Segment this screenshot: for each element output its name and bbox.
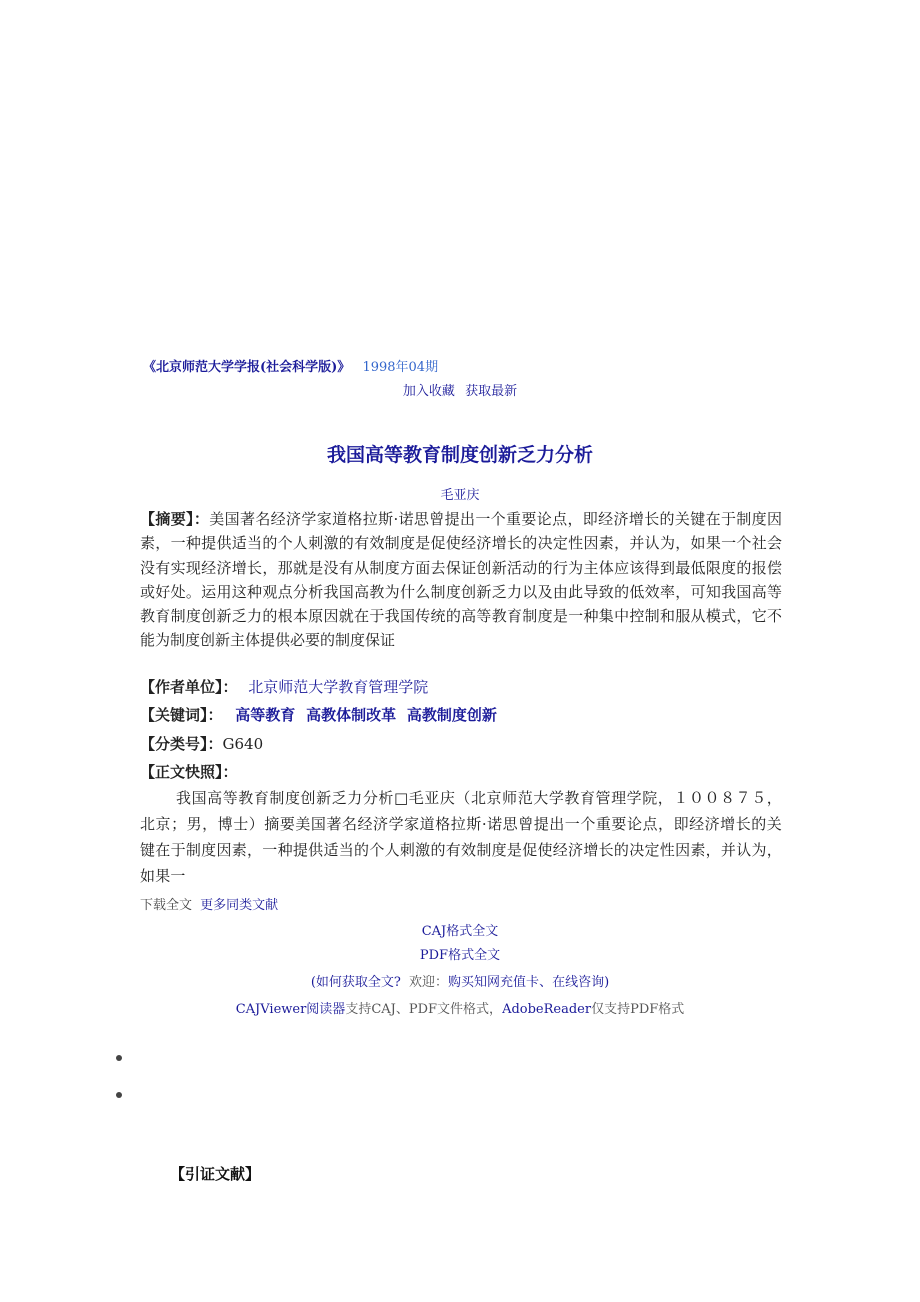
separator: 、 <box>539 975 553 990</box>
abstract-label: 【摘要】： <box>140 510 210 528</box>
only-pdf-text: 仅支持PDF格式 <box>591 1002 685 1017</box>
snapshot-row <box>140 761 238 782</box>
keyword-link[interactable]: 高教体制改革 <box>306 706 397 724</box>
consult-link[interactable]: 在线咨询 <box>552 975 605 990</box>
welcome-text: 欢迎： <box>409 975 449 990</box>
affiliation-row <box>140 676 428 697</box>
abstract <box>140 507 782 653</box>
supports-text: 支持CAJ、PDF文件格式， <box>345 1002 503 1017</box>
keywords-label: 【关键词】： <box>140 706 223 724</box>
caj-row <box>0 920 920 939</box>
download-full-label: 下载全文 <box>140 898 193 913</box>
bullet-icon <box>116 1092 122 1098</box>
get-latest-link[interactable]: 获取最新 <box>465 384 518 399</box>
snapshot-text: 我国高等教育制度创新乏力分析□毛亚庆（北京师范大学教育管理学院，１００８７５，北京；男，博士）摘要美国著名经济学家道格拉斯·诺思曾提出一个重要论点，即经济增长的关键在于制度因素，一种提供适当的个人刺激的有效制度是促使经济增长的决定性因素，并认为，如果一 <box>140 789 782 885</box>
journal-line <box>143 356 438 375</box>
pdf-row <box>0 944 920 963</box>
keywords-row <box>140 704 503 725</box>
journal-name-link[interactable]: 《北京师范大学学报(社会科学版)》 <box>143 360 351 375</box>
classification-value: G640 <box>222 735 264 753</box>
how-to-get-link[interactable]: 如何获取全文? <box>315 975 401 990</box>
open-paren: ( <box>310 975 316 990</box>
keyword-link[interactable]: 高等教育 <box>235 706 296 724</box>
author-link[interactable]: 毛亚庆 <box>440 488 480 503</box>
article-title: 我国高等教育制度创新乏力分析 <box>326 444 593 466</box>
add-favorite-link[interactable]: 加入收藏 <box>402 384 455 399</box>
abstract-text: 美国著名经济学家道格拉斯·诺思曾提出一个重要论点，即经济增长的关键在于制度因素，一种提供适当的个人刺激的有效制度是促使经济增长的决定性因素，并认为，如果一个社会没有实现经济增长，那就是没有从制度方面去保证创新活动的行为主体应该得到最低限度的报偿或好处。运用这种观点分析我国高教为什么制度创新乏力以及由此导致的低效率，可知我国高等教育制度创新乏力的根本原因就在于我国传统的高等教育制度是一种集中控制和服从模式，它不能为制度创新主体提供必要的制度保证 <box>140 510 782 650</box>
classification-row <box>140 733 263 754</box>
references-label: 【引证文献】 <box>170 1165 261 1183</box>
pdf-download-link[interactable]: PDF格式全文 <box>419 948 501 963</box>
buy-card-link[interactable]: 购买知网充值卡 <box>448 975 540 990</box>
close-paren: ) <box>604 975 610 990</box>
affiliation-label: 【作者单位】： <box>140 678 238 696</box>
caj-download-link[interactable]: CAJ格式全文 <box>421 924 499 939</box>
keyword-link[interactable]: 高教制度创新 <box>406 706 497 724</box>
issue-link[interactable]: 1998年04期 <box>362 360 439 375</box>
affiliation-link[interactable]: 北京师范大学教育管理学院 <box>248 678 429 696</box>
how-to-get-row <box>0 971 920 990</box>
more-similar-link[interactable]: 更多同类文献 <box>200 898 279 913</box>
classification-label: 【分类号】： <box>140 735 223 753</box>
snapshot-label: 【正文快照】： <box>140 763 238 781</box>
viewer-row <box>0 998 920 1017</box>
download-row <box>140 894 278 913</box>
adobereader-link[interactable]: AdobeReader <box>502 1002 592 1017</box>
cajviewer-link[interactable]: CAJViewer阅读器 <box>235 1002 346 1017</box>
bullet-icon <box>116 1055 122 1061</box>
top-links <box>0 380 920 399</box>
